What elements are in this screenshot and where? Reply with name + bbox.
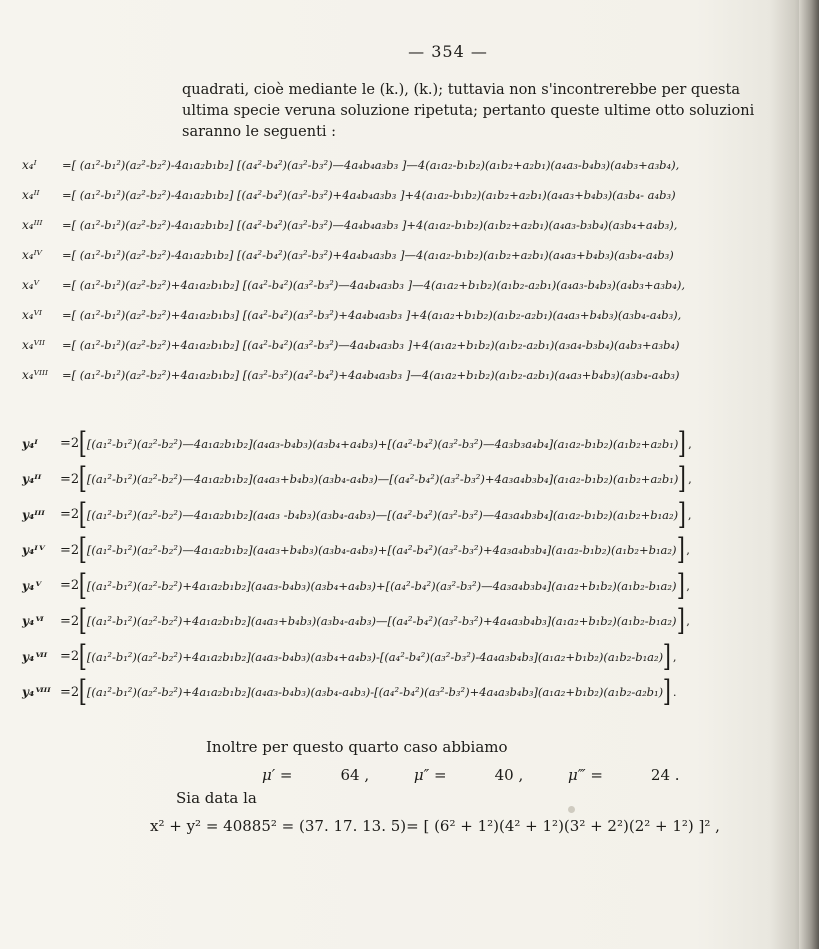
right-bracket: ] [676, 567, 685, 603]
x-solution-label: x₄ⱽᴵ [22, 308, 43, 322]
y-solution-expr: [(a₁²-b₁²)(a₂²-b₂²)—4a₁a₂b₁b₂](a₄a₃ -b₄b₃)(a₃b₄-a₄b₃)—[(a₄²-b₄²)(a₃²-b₃²)—4a₃a₄b₃b₄](a₁a₂-b₁b₂)(a₁b₂+b₁a₂) [86, 507, 679, 522]
y-solution-label: y₄ᴵⱽ [22, 543, 44, 558]
x-solution-expr: =[ (a₁²-b₁²)(a₂²-b₂²)-4a₁a₂b₁b₂] [(a₄²-b₄²)(a₃²-b₃²)+4a₄b₄a₃b₃ ]+4(a₁a₂-b₁b₂)(a₁b₂+a₂b₁)(a₄a₃+b₄b₃)(a₃b₄- a₄b₃) [62, 188, 676, 202]
y-solution-label: y₄ⱽᴵᴵ [22, 649, 48, 664]
x-solution-expr: =[ (a₁²-b₁²)(a₂²-b₂²)+4a₁a₂b₁b₂] [(a₃²-b₃²)(a₄²-b₄²)+4a₄b₄a₃b₃ ]—4(a₁a₂+b₁b₂)(a₁b₂-a₂b₁)(a₄a₃+b₄b₃)(a₃b₄-a₄b₃) [62, 368, 680, 382]
coefficient-two: =2 [60, 684, 80, 700]
right-bracket: ] [676, 603, 685, 639]
x-solution-expr: =[ (a₁²-b₁²)(a₂²-b₂²)+4a₁a₂b₁b₂] [(a₄²-b₄²)(a₃²-b₃²)—4a₄b₄a₃b₃ ]—4(a₁a₂+b₁b₂)(a₁b₂-a₂b₁)(a₄a₃-b₄b₃)(a₄b₃+a₃b₄), [62, 278, 686, 292]
y-solution-row [22, 497, 814, 533]
x-solution-row [22, 240, 812, 270]
x-solution-expr: =[ (a₁²-b₁²)(a₂²-b₂²)+4a₁a₂b₁b₂] [(a₄²-b₄²)(a₃²-b₃²)—4a₄b₄a₃b₃ ]+4(a₁a₂+b₁b₂)(a₁b₂-a₂b₁)(a₃a₄-b₃b₄)(a₄b₃+a₃b₄) [62, 338, 680, 352]
y-solution-row [22, 604, 814, 640]
row-punctuation: , [686, 614, 690, 629]
right-bracket: ] [662, 674, 672, 710]
y-solution-row [22, 568, 814, 604]
x-solution-label: x₄ⱽ [22, 278, 40, 292]
x-solution-row [22, 360, 812, 390]
y-solution-label: y₄ⱽ [22, 578, 41, 593]
y-solution-expr: [(a₁²-b₁²)(a₂²-b₂²)+4a₁a₂b₁b₂](a₄a₃-b₄b₃)(a₃b₄+a₄b₃)+[(a₄²-b₄²)(a₃²-b₃²)—4a₃a₄b₃b₄](a₁a₂+b₁b₂)(a₁b₂-b₁a₂) [86, 578, 677, 593]
y-solution-label: y₄ᴵᴵᴵ [22, 507, 45, 522]
right-bracket: ] [678, 461, 687, 497]
x-solutions-block [22, 150, 812, 390]
x-solution-row [22, 180, 812, 210]
left-bracket: [ [78, 674, 88, 710]
coefficient-two: =2 [60, 507, 80, 523]
right-bracket: ] [678, 425, 687, 461]
y-solution-expr: [(a₁²-b₁²)(a₂²-b₂²)+4a₁a₂b₁b₂](a₄a₃-b₄b₃)(a₃b₄-a₄b₃)-[(a₄²-b₄²)(a₃²-b₃²)+4a₄a₃b₄b₃](a₁a₂+b₁b₂)(a₁b₂-a₂b₁) [86, 685, 664, 700]
left-bracket: [ [78, 567, 88, 603]
final-equation: x² + y² = 40885² = (37. 17. 13. 5)= [ (6² + 1²)(4² + 1²)(3² + 2²)(2² + 1²) ]² , [150, 817, 720, 835]
y-solution-label: y₄ⱽᴵᴵᴵ [22, 685, 51, 700]
right-bracket: ] [676, 532, 685, 568]
x-solution-label: x₄ᴵⱽ [22, 248, 43, 262]
row-punctuation: , [686, 543, 690, 558]
y-solution-row [22, 426, 814, 462]
y-solution-row [22, 462, 814, 498]
page-number: — 354 — [408, 42, 488, 61]
row-punctuation: , [688, 472, 692, 487]
right-bracket: ] [677, 496, 687, 532]
coefficient-two: =2 [60, 578, 80, 594]
right-bracket: ] [662, 638, 672, 674]
left-bracket: [ [78, 532, 88, 568]
x-solution-expr: =[ (a₁²-b₁²)(a₂²-b₂²)-4a₁a₂b₁b₂] [(a₄²-b₄²)(a₃²-b₃²)—4a₄b₄a₃b₃ ]—4(a₁a₂-b₁b₂)(a₁b₂+a₂b₁)(a₄a₃-b₄b₃)(a₄b₃+a₃b₄), [62, 158, 680, 172]
x-solution-label: x₄ᴵᴵ [22, 188, 40, 202]
y-solutions-block [22, 426, 814, 710]
inoltre-sentence: Inoltre per questo quarto caso abbiamo [206, 738, 508, 756]
y-solution-label: y₄ᴵ [22, 436, 38, 451]
y-solution-label: y₄ᴵᴵ [22, 472, 42, 487]
mu-double-prime-symbol: μ″ = [413, 766, 447, 784]
row-punctuation: , [688, 436, 692, 451]
mu-double-prime-value: 40 , [494, 766, 524, 784]
mu-prime-value: 64 , [340, 766, 370, 784]
x-solution-row [22, 300, 812, 330]
x-solution-label: x₄ⱽᴵᴵ [22, 338, 45, 352]
coefficient-two: =2 [60, 613, 80, 629]
y-solution-expr: [(a₁²-b₁²)(a₂²-b₂²)+4a₁a₂b₁b₂](a₄a₃+b₄b₃)(a₃b₄-a₄b₃)—[(a₄²-b₄²)(a₃²-b₃²)+4a₄a₃b₄b₃](a₁a₂+b₁b₂)(a₁b₂-b₁a₂) [86, 614, 677, 629]
mu-triple-prime-value: 24 . [650, 766, 680, 784]
coefficient-two: =2 [60, 471, 80, 487]
coefficient-two: =2 [60, 436, 80, 452]
left-bracket: [ [78, 638, 88, 674]
x-solution-label: x₄ᴵᴵᴵ [22, 218, 43, 232]
x-solution-label: x₄ᴵ [22, 158, 37, 172]
left-bracket: [ [78, 496, 88, 532]
intro-line: quadrati, cioè mediante le (k.), (k.); tuttavia non s'incontrerebbe per questa [182, 82, 740, 98]
coefficient-two: =2 [60, 649, 80, 665]
x-solution-expr: =[ (a₁²-b₁²)(a₂²-b₂²)+4a₁a₂b₁b₃] [(a₄²-b₄²)(a₃²-b₃²)+4a₄b₄a₃b₃ ]+4(a₁a₂+b₁b₂)(a₁b₂-a₂b₁)(a₄a₃+b₄b₃)(a₃b₄-a₄b₃), [62, 308, 682, 322]
x-solution-row [22, 150, 812, 180]
x-solution-expr: =[ (a₁²-b₁²)(a₂²-b₂²)-4a₁a₂b₁b₂] [(a₄²-b₄²)(a₃²-b₃²)+4a₄b₄a₃b₃ ]—4(a₁a₂-b₁b₂)(a₁b₂+a₂b₁)(a₄a₃+b₄b₃)(a₃b₄-a₄b₃) [62, 248, 674, 262]
coefficient-two: =2 [60, 542, 80, 558]
row-punctuation: , [687, 507, 692, 522]
x-solution-row [22, 270, 812, 300]
y-solution-expr: [(a₁²-b₁²)(a₂²-b₂²)—4a₁a₂b₁b₂](a₄a₃+b₄b₃)(a₃b₄-a₄b₃)+[(a₄²-b₄²)(a₃²-b₃²)+4a₃a₄b₃b₄](a₁a₂-b₁b₂)(a₁b₂+b₁a₂) [86, 543, 677, 558]
row-punctuation: , [686, 578, 690, 593]
y-solution-row [22, 533, 814, 569]
x-solution-row [22, 330, 812, 360]
intro-line: ultima specie veruna soluzione ripetuta; pertanto queste ultime otto soluzioni [182, 103, 755, 119]
intro-line: saranno le seguenti : [182, 124, 337, 140]
y-solution-row [22, 675, 814, 711]
row-punctuation: . [672, 685, 677, 700]
y-solution-expr: [(a₁²-b₁²)(a₂²-b₂²)—4a₁a₂b₁b₂](a₄a₃+b₄b₃)(a₃b₄-a₄b₃)—[(a₄²-b₄²)(a₃²-b₃²)+4a₃a₄b₃b₄](a₁a₂-b₁b₂)(a₁b₂+a₂b₁) [86, 472, 679, 487]
mu-values-line [262, 766, 680, 784]
left-bracket: [ [78, 461, 88, 497]
left-bracket: [ [78, 603, 88, 639]
row-punctuation: , [672, 649, 677, 664]
sia-data-text: Sia data la [176, 789, 257, 807]
y-solution-expr: [(a₁²-b₁²)(a₂²-b₂²)+4a₁a₂b₁b₂](a₄a₃-b₄b₃)(a₃b₄+a₄b₃)-[(a₄²-b₄²)(a₃²-b₃²)-4a₄a₃b₄b₃](a₁a₂+b₁b₂)(a₁b₂-b₁a₂) [86, 649, 664, 664]
mu-triple-prime-symbol: μ‴ = [568, 766, 603, 784]
x-solution-expr: =[ (a₁²-b₁²)(a₂²-b₂²)-4a₁a₂b₁b₂] [(a₄²-b₄²)(a₃²-b₃²)—4a₄b₄a₃b₃ ]+4(a₁a₂-b₁b₂)(a₁b₂+a₂b₁)(a₄a₃-b₃b₄)(a₃b₄+a₄b₃), [62, 218, 678, 232]
x-solution-row [22, 210, 812, 240]
x-solution-label: x₄ⱽᴵᴵᴵ [22, 368, 48, 382]
intro-paragraph [182, 80, 755, 143]
y-solution-row [22, 639, 814, 675]
y-solution-expr: [(a₁²-b₁²)(a₂²-b₂²)—4a₁a₂b₁b₂](a₄a₃-b₄b₃)(a₃b₄+a₄b₃)+[(a₄²-b₄²)(a₃²-b₃²)—4a₃b₃a₄b₄](a₁a₂-b₁b₂)(a₁b₂+a₂b₁) [86, 436, 679, 451]
y-solution-label: y₄ⱽᴵ [22, 614, 44, 629]
paper-speck [568, 806, 575, 813]
left-bracket: [ [78, 425, 88, 461]
mu-prime-symbol: μ′ = [262, 766, 293, 784]
